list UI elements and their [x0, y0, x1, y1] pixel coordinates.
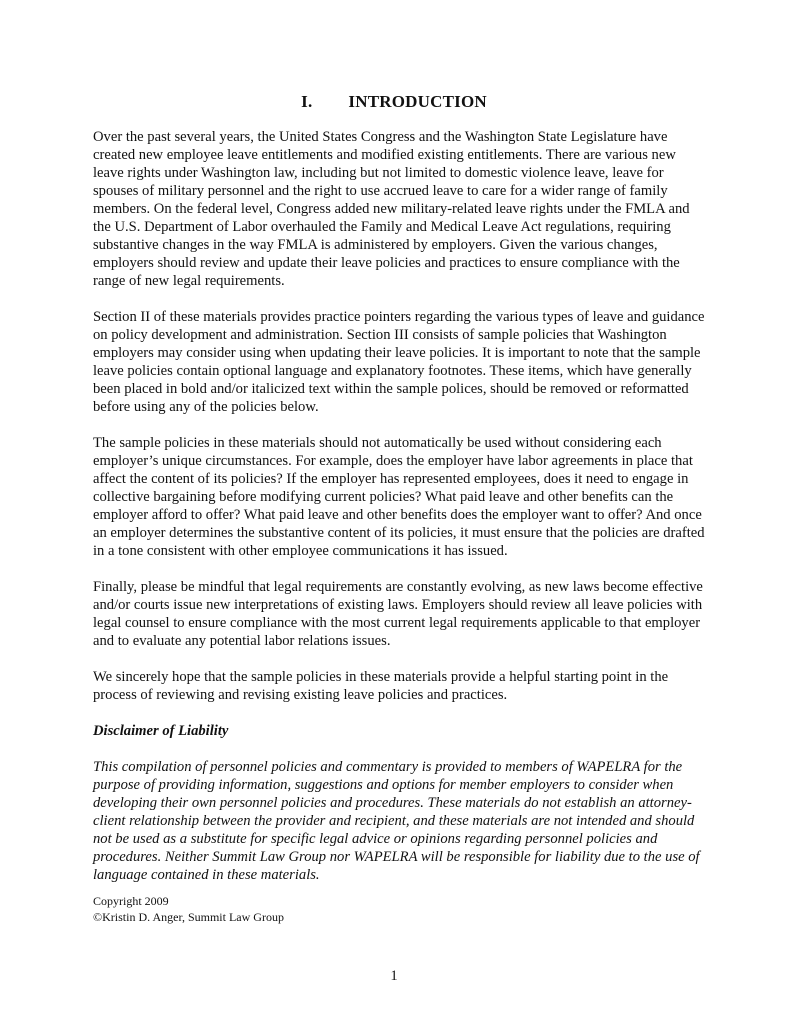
section-number: I.: [301, 92, 313, 111]
section-title: INTRODUCTION: [348, 92, 487, 111]
paragraph-5: We sincerely hope that the sample policies in these materials provide a helpful starting point in the process of reviewing and revising existing leave policies and practices.: [93, 669, 669, 703]
paragraph-1: Over the past several years, the United States Congress and the Washington State Legislature have created new employee leave entitlements and modified existing entitlements. There are various new leave rights under Washington law, including but not limited to domestic violence leave, leave for spouses of military personnel and the right to use accrued leave to care for a wider range of family members. On the federal level, Congress added new military-related leave rights under the FMLA and the U.S. Department of Labor overhauled the Family and Medical Leave Act regulations, requiring substantive changes in the way FMLA is administered by employers. Given the various changes, employers should review and update their leave policies and practices to ensure compliance with the range of new legal requirements.: [93, 129, 690, 289]
disclaimer-title: Disclaimer of Liability: [93, 723, 229, 739]
copyright-year: Copyright 2009: [93, 894, 169, 908]
section-heading: [0, 92, 788, 112]
copyright-author: ©Kristin D. Anger, Summit Law Group: [93, 910, 284, 924]
paragraph-2: Section II of these materials provides practice pointers regarding the various types of leave and guidance on policy development and administration. Section III consists of sample policies that Washington employers may consider using when updating their leave policies. It is important to note that the sample leave policies contain optional language and explanatory footnotes. These items, which have generally been placed in bold and/or italicized text within the sample polices, should be removed or reformatted before using any of the policies below.: [93, 309, 705, 415]
body-text: [93, 128, 705, 902]
disclaimer-text: This compilation of personnel policies and commentary is provided to members of WAPELRA for the purpose of providing information, suggestions and options for member employers to consider when developing their own personnel policies and procedures. These materials do not establish an attorney-client relationship between the provider and recipient, and these materials are not intended and should not be used as a substitute for specific legal advice or opinions regarding personnel policies and procedures. Neither Summit Law Group nor WAPELRA will be responsible for liability due to the use of language contained in these materials.: [93, 759, 700, 883]
paragraph-4: Finally, please be mindful that legal requirements are constantly evolving, as new laws become effective and/or courts issue new interpretations of existing laws. Employers should review all leave policies with legal counsel to ensure compliance with the most current legal requirements applicable to that employer and to evaluate any potential labor relations issues.: [93, 579, 703, 649]
copyright-block: [93, 893, 284, 925]
paragraph-3: The sample policies in these materials should not automatically be used without considering each employer’s unique circumstances. For example, does the employer have labor agreements in place that affect the content of its policies? If the employer has represented employees, does it need to engage in collective bargaining before modifying current policies? What paid leave and other benefits can the employer afford to offer? What paid leave and other benefits does the employer want to offer? And once an employer determines the substantive content of its policies, it must ensure that the policies are drafted in a tone consistent with other employee communications it has issued.: [93, 435, 705, 559]
page-number: 1: [390, 968, 398, 984]
